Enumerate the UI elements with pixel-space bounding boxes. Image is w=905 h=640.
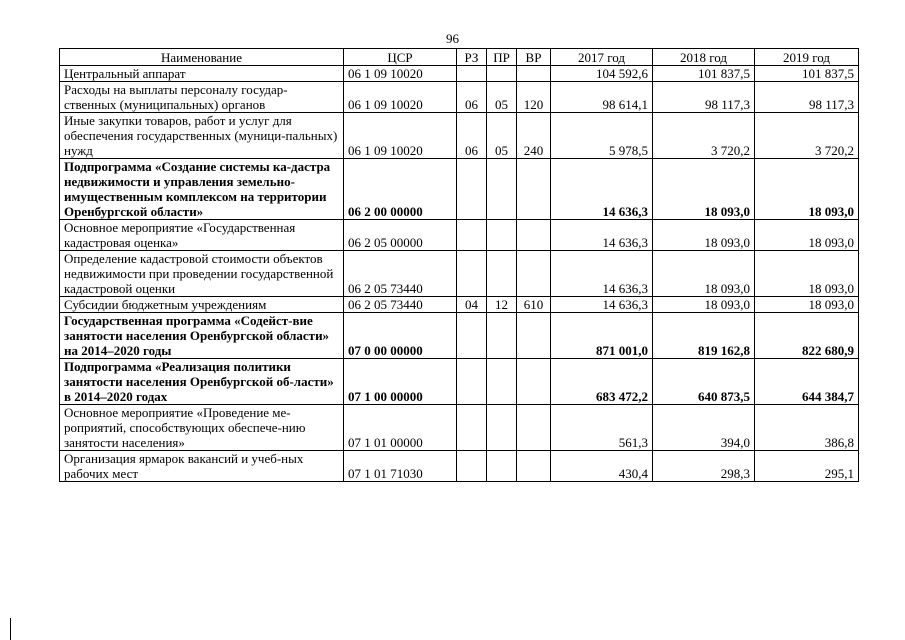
cell-2019: 822 680,9 — [755, 313, 859, 359]
table-row — [60, 451, 859, 482]
cell-2019: 18 093,0 — [755, 297, 859, 313]
cell-2017: 98 614,1 — [551, 82, 653, 113]
table-row — [60, 359, 859, 405]
table-row — [60, 313, 859, 359]
cell-pr — [487, 251, 517, 297]
cell-2018: 819 162,8 — [653, 313, 755, 359]
cell-2018: 18 093,0 — [653, 297, 755, 313]
table-row — [60, 297, 859, 313]
cell-rz — [457, 159, 487, 220]
cell-rz — [457, 451, 487, 482]
cell-name: Определение кадастровой стоимости объектов недвижимости при проведении государственной кадастровой оценки — [60, 251, 344, 297]
table-body — [60, 66, 859, 482]
cell-2019: 98 117,3 — [755, 82, 859, 113]
margin-mark — [10, 618, 11, 640]
cell-csr: 06 1 09 10020 — [344, 82, 457, 113]
cell-rz: 04 — [457, 297, 487, 313]
table-row — [60, 251, 859, 297]
cell-vr: 240 — [517, 113, 551, 159]
header-2017: 2017 год — [551, 49, 653, 66]
cell-vr — [517, 66, 551, 82]
cell-vr — [517, 313, 551, 359]
cell-name: Субсидии бюджетным учреждениям — [60, 297, 344, 313]
cell-name: Иные закупки товаров, работ и услуг для обеспечения государственных (муници-пальных) нужд — [60, 113, 344, 159]
cell-name: Подпрограмма «Создание системы ка-дастра недвижимости и управления земельно-имущественным комплексом на территории Оренбургской области» — [60, 159, 344, 220]
cell-2019: 18 093,0 — [755, 159, 859, 220]
cell-2019: 386,8 — [755, 405, 859, 451]
cell-name: Подпрограмма «Реализация политики занятости населения Оренбургской об-ласти» в 2014–2020 годах — [60, 359, 344, 405]
header-csr: ЦСР — [344, 49, 457, 66]
cell-pr — [487, 159, 517, 220]
cell-2017: 104 592,6 — [551, 66, 653, 82]
cell-2018: 18 093,0 — [653, 220, 755, 251]
table-row — [60, 82, 859, 113]
table-header-row — [60, 49, 859, 66]
cell-2019: 295,1 — [755, 451, 859, 482]
header-2019: 2019 год — [755, 49, 859, 66]
cell-2017: 14 636,3 — [551, 297, 653, 313]
table-row — [60, 159, 859, 220]
cell-pr — [487, 451, 517, 482]
cell-vr — [517, 220, 551, 251]
cell-2017: 14 636,3 — [551, 159, 653, 220]
cell-2017: 14 636,3 — [551, 251, 653, 297]
cell-pr: 05 — [487, 113, 517, 159]
table-row — [60, 66, 859, 82]
cell-vr — [517, 251, 551, 297]
header-pr: ПР — [487, 49, 517, 66]
cell-vr — [517, 359, 551, 405]
cell-2017: 683 472,2 — [551, 359, 653, 405]
cell-2018: 298,3 — [653, 451, 755, 482]
header-2018: 2018 год — [653, 49, 755, 66]
cell-pr — [487, 405, 517, 451]
cell-pr — [487, 66, 517, 82]
budget-table — [59, 48, 859, 482]
cell-2018: 18 093,0 — [653, 159, 755, 220]
cell-csr: 06 2 00 00000 — [344, 159, 457, 220]
cell-rz — [457, 66, 487, 82]
cell-pr — [487, 359, 517, 405]
cell-2019: 18 093,0 — [755, 220, 859, 251]
cell-rz — [457, 405, 487, 451]
table-row — [60, 405, 859, 451]
cell-2017: 561,3 — [551, 405, 653, 451]
cell-2018: 394,0 — [653, 405, 755, 451]
cell-2018: 3 720,2 — [653, 113, 755, 159]
cell-name: Государственная программа «Содейст-вие занятости населения Оренбургской области» на 2014–2020 годы — [60, 313, 344, 359]
cell-2017: 5 978,5 — [551, 113, 653, 159]
cell-pr: 05 — [487, 82, 517, 113]
cell-name: Основное мероприятие «Государственная кадастровая оценка» — [60, 220, 344, 251]
cell-pr — [487, 220, 517, 251]
cell-2019: 644 384,7 — [755, 359, 859, 405]
cell-vr: 610 — [517, 297, 551, 313]
cell-2018: 101 837,5 — [653, 66, 755, 82]
cell-2019: 101 837,5 — [755, 66, 859, 82]
cell-name: Основное мероприятие «Проведение ме-роприятий, способствующих обеспече-нию занятости населения» — [60, 405, 344, 451]
cell-csr: 07 1 01 71030 — [344, 451, 457, 482]
cell-2018: 640 873,5 — [653, 359, 755, 405]
cell-csr: 06 2 05 73440 — [344, 251, 457, 297]
cell-name: Центральный аппарат — [60, 66, 344, 82]
page-number: 96 — [446, 31, 459, 46]
cell-csr: 06 1 09 10020 — [344, 113, 457, 159]
cell-rz — [457, 313, 487, 359]
cell-2017: 871 001,0 — [551, 313, 653, 359]
header-vr: ВР — [517, 49, 551, 66]
cell-rz: 06 — [457, 113, 487, 159]
cell-vr — [517, 451, 551, 482]
cell-pr: 12 — [487, 297, 517, 313]
cell-csr: 07 1 01 00000 — [344, 405, 457, 451]
cell-rz: 06 — [457, 82, 487, 113]
cell-rz — [457, 359, 487, 405]
cell-vr — [517, 405, 551, 451]
cell-rz — [457, 220, 487, 251]
cell-2017: 14 636,3 — [551, 220, 653, 251]
cell-name: Расходы на выплаты персоналу государ-ственных (муниципальных) органов — [60, 82, 344, 113]
cell-vr — [517, 159, 551, 220]
cell-rz — [457, 251, 487, 297]
cell-name: Организация ярмарок вакансий и учеб-ных рабочих мест — [60, 451, 344, 482]
cell-csr: 06 1 09 10020 — [344, 66, 457, 82]
cell-csr: 07 0 00 00000 — [344, 313, 457, 359]
cell-2018: 18 093,0 — [653, 251, 755, 297]
cell-pr — [487, 313, 517, 359]
cell-csr: 07 1 00 00000 — [344, 359, 457, 405]
header-rz: РЗ — [457, 49, 487, 66]
cell-2018: 98 117,3 — [653, 82, 755, 113]
cell-2019: 18 093,0 — [755, 251, 859, 297]
cell-2017: 430,4 — [551, 451, 653, 482]
table-row — [60, 113, 859, 159]
cell-vr: 120 — [517, 82, 551, 113]
cell-csr: 06 2 05 73440 — [344, 297, 457, 313]
cell-csr: 06 2 05 00000 — [344, 220, 457, 251]
table-row — [60, 220, 859, 251]
cell-2019: 3 720,2 — [755, 113, 859, 159]
header-name: Наименование — [60, 49, 344, 66]
